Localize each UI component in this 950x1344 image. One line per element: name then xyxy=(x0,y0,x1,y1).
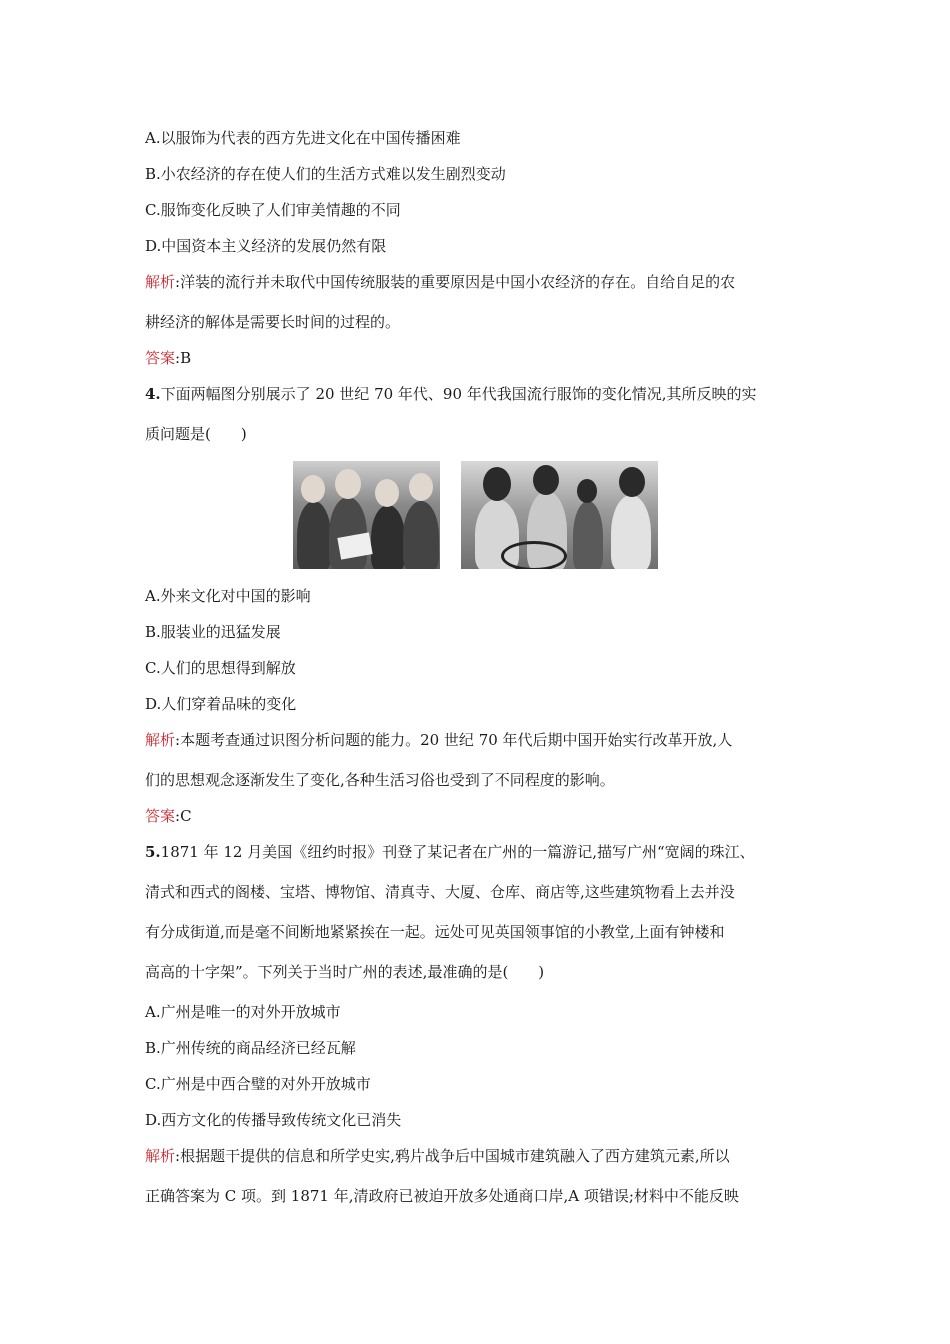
q3-analysis-text-1: :洋装的流行并未取代中国传统服装的重要原因是中国小农经济的存在。自给自足的农 xyxy=(175,273,736,291)
q4-analysis-text-2: 们的思想观念逐渐发生了变化,各种生活习俗也受到了不同程度的影响。 xyxy=(145,771,615,789)
q4-number: 4. xyxy=(145,385,161,403)
q5-option-c: C.广州是中西合璧的对外开放城市 xyxy=(145,1075,371,1093)
q4-answer-label: 答案 xyxy=(145,807,176,825)
q5-analysis xyxy=(145,1146,730,1166)
q3-analysis-label: 解析 xyxy=(145,273,176,291)
q3-option-a: A.以服饰为代表的西方先进文化在中国传播困难 xyxy=(145,129,461,147)
q4-stem-2: 质问题是( ) xyxy=(145,425,247,443)
q4-photos xyxy=(293,461,658,569)
q4-answer-value: :C xyxy=(175,807,192,825)
q3-answer xyxy=(145,348,191,368)
photo-1990s-street xyxy=(461,461,658,569)
q3-option-d: D.中国资本主义经济的发展仍然有限 xyxy=(145,237,387,255)
q4-stem-1 xyxy=(145,384,757,404)
q3-option-b: B.小农经济的存在使人们的生活方式难以发生剧烈变动 xyxy=(145,165,506,183)
q5-stem-3: 有分成街道,而是毫不间断地紧紧挨在一起。远处可见英国领事馆的小教堂,上面有钟楼和 xyxy=(145,923,725,941)
q5-stem-1 xyxy=(145,842,755,862)
q5-analysis-label: 解析 xyxy=(145,1147,176,1165)
q4-option-d: D.人们穿着品味的变化 xyxy=(145,695,297,713)
q3-analysis-text-2: 耕经济的解体是需要长时间的过程的。 xyxy=(145,313,401,331)
q5-stem-4: 高高的十字架”。下列关于当时广州的表述,最准确的是( ) xyxy=(145,963,545,981)
q4-option-c: C.人们的思想得到解放 xyxy=(145,659,296,677)
q4-option-a: A.外来文化对中国的影响 xyxy=(145,587,311,605)
q5-stem-2: 清式和西式的阁楼、宝塔、博物馆、清真寺、大厦、仓库、商店等,这些建筑物看上去并没 xyxy=(145,883,735,901)
q5-option-d: D.西方文化的传播导致传统文化已消失 xyxy=(145,1111,402,1129)
q4-analysis-text-1: :本题考查通过识图分析问题的能力。20 世纪 70 年代后期中国开始实行改革开放,人 xyxy=(175,731,733,749)
q4-analysis xyxy=(145,730,732,750)
q5-number: 5. xyxy=(145,843,161,861)
q4-analysis-label: 解析 xyxy=(145,731,176,749)
q5-analysis-text-1: :根据题干提供的信息和所学史实,鸦片战争后中国城市建筑融入了西方建筑元素,所以 xyxy=(175,1147,730,1165)
q4-stem-text-1: 下面两幅图分别展示了 20 世纪 70 年代、90 年代我国流行服饰的变化情况,其所反映的实 xyxy=(160,385,757,403)
q4-option-b: B.服装业的迅猛发展 xyxy=(145,623,281,641)
q5-option-b: B.广州传统的商品经济已经瓦解 xyxy=(145,1039,356,1057)
q3-analysis xyxy=(145,272,735,292)
photo-1970s-crowd xyxy=(293,461,440,569)
q5-analysis-text-2: 正确答案为 C 项。到 1871 年,清政府已被迫开放多处通商口岸,A 项错误;材料中不能反映 xyxy=(145,1187,739,1205)
q3-answer-label: 答案 xyxy=(145,349,176,367)
q4-answer xyxy=(145,806,192,826)
q3-answer-value: :B xyxy=(175,349,192,367)
q5-option-a: A.广州是唯一的对外开放城市 xyxy=(145,1003,341,1021)
q5-stem-text-1: 1871 年 12 月美国《纽约时报》刊登了某记者在广州的一篇游记,描写广州“宽阔的珠江、 xyxy=(160,843,755,861)
q3-option-c: C.服饰变化反映了人们审美情趣的不同 xyxy=(145,201,401,219)
